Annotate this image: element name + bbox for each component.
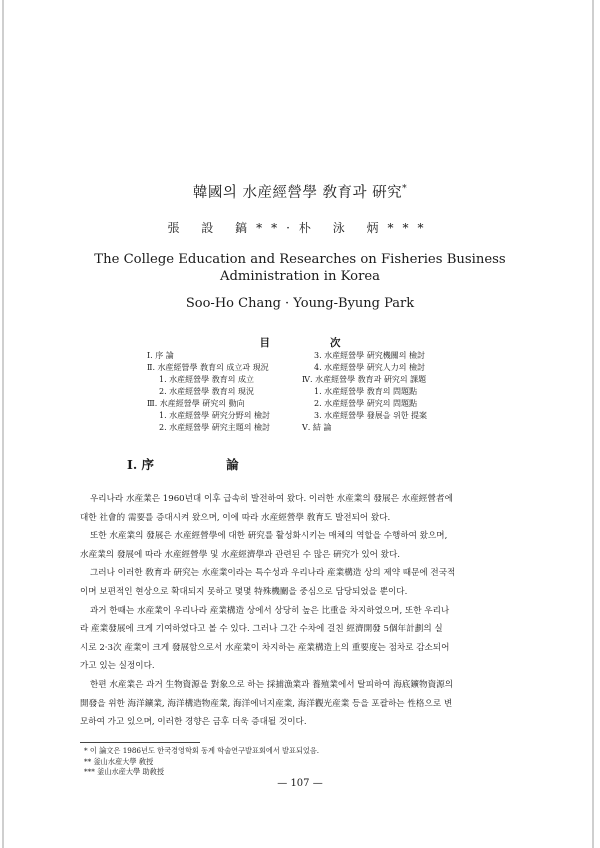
toc-item: Ⅴ. 結 論 [302,423,332,432]
body-line: 한편 水産業은 과거 生物資源을 對象으로 하는 採捕漁業과 養殖業에서 탈피하여 海底鑛物資源의 [90,679,454,690]
toc-heading-left: 目 [259,337,270,349]
body-line: 대한 社會的 需要를 증대시켜 왔으며, 이에 따라 水産經營學 敎育도 발전되어 왔다. [80,512,391,523]
body-line: 開發을 위한 海洋鑛業, 海洋構造物産業, 海洋에너지産業, 海洋觀光産業 등을 포괄하는 性格으로 변 [80,698,453,709]
toc-item: 1. 水産經營學 硏究分野의 檢討 [159,411,270,420]
toc-item: 4. 水産經營學 硏究人力의 檢討 [314,363,425,372]
toc-heading-right: 次 [330,337,341,349]
toc-item: 2. 水産經營學 敎育의 現況 [159,387,254,396]
authors-korean: 張 設 鎬**·朴 泳 炳*** [167,221,433,235]
toc-item: Ⅳ. 水産經營學 敎育과 硏究의 課題 [302,375,427,384]
body-line: 모하여 가고 있으며, 이러한 경향은 금후 더욱 증대될 것이다. [80,717,307,728]
toc-right-column [302,350,427,434]
toc-item: 2. 水産經營學 硏究主題의 檢討 [159,423,270,432]
english-title-line: Administration in Korea [219,269,381,284]
english-title [0,251,600,285]
footnotes [84,746,319,778]
scan-border-right [592,0,594,848]
toc-item: 1. 水産經營學 敎育의 問題點 [314,387,417,396]
toc-item: 1. 水産經營學 敎育의 成立 [159,375,254,384]
body-line: 그러나 이러한 敎育과 硏究는 水産業이라는 특수성과 우리나라 産業構造 상의 제약 때문에 전국적 [90,568,456,579]
toc-heading [0,335,600,350]
body-line: 과거 한때는 水産業이 우리나라 産業構造 상에서 상당히 높은 比重을 차지하였으며, 또한 우리나 [90,605,450,616]
body-line: 水産業의 發展에 따라 水産經營學 및 水産經濟學과 관련된 수 많은 硏究가 있어 왔다. [80,549,401,560]
body-line: 시로 2·3次 産業이 크게 發展함으로서 水産業이 차지하는 産業構造上의 重要度는 점차로 감소되어 [80,642,450,653]
authors-english: Soo-Ho Chang · Young-Byung Park [185,296,415,311]
toc-item: 2. 水産經營學 硏究의 問題點 [314,399,417,408]
footnote-rule [80,742,200,743]
body-line: 우리나라 水産業은 1960년대 이후 급속히 발전하여 왔다. 이러한 水産業의 發展은 水産經營者에 [90,494,453,504]
toc-item: 3. 水産經營學 發展을 위한 提案 [314,411,427,420]
toc-item: Ⅰ. 序 論 [147,351,174,360]
toc-left-column [147,350,270,434]
scan-border-left [2,0,4,848]
toc-item: Ⅲ. 水産經營學 硏究의 動向 [147,399,245,408]
title-text: 韓國의 水産經營學 敎育과 硏究 [192,185,403,201]
english-title-line: The College Education and Researches on Fisheries Business [94,252,506,267]
toc-item: Ⅱ. 水産經營學 敎育의 成立과 現況 [147,363,269,372]
toc-item: 3. 水産經營學 硏究機關의 檢討 [314,351,425,360]
footnote: * 이 論文은 1986년도 한국경영학회 동계 학술연구발표회에서 발표되었음. [84,746,320,755]
page-number: — 107 — [277,778,323,789]
footnote: *** 釜山水産大學 助敎授 [84,767,165,776]
body-line: 라 産業發展에 크게 기여하였다고 볼 수 있다. 그러나 그간 수차에 걸친 經濟開發 5個年計劃의 실 [80,624,443,635]
body-text [80,490,520,732]
body-line: 이며 보편적인 현상으로 확대되지 못하고 몇몇 特殊機關을 중심으로 담당되었을 뿐이다. [80,586,408,597]
body-line: 또한 水産業의 發展은 水産經營學에 대한 硏究를 활성화시키는 매체의 역할을 수행하여 왔으며, [90,531,448,542]
body-line: 가고 있는 실정이다. [80,661,155,672]
paper-title [0,181,600,202]
section-heading [127,455,239,473]
section-number: Ⅰ. 序 [127,457,155,472]
footnote: ** 釜山水産大學 敎授 [84,756,154,766]
section-word: 論 [226,457,239,472]
title-footnote-mark: * [402,184,408,195]
